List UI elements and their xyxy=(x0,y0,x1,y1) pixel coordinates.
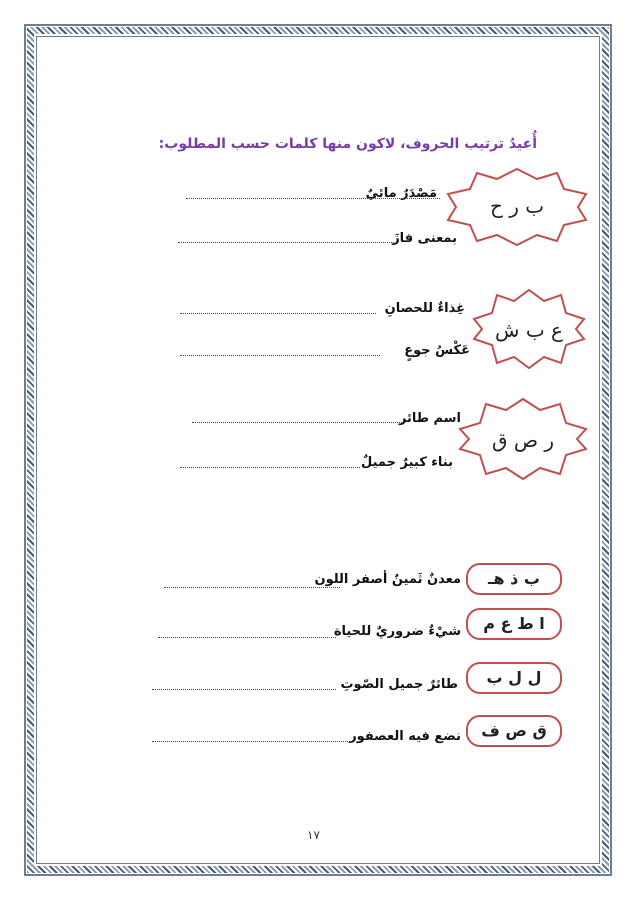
clue-3-2: بناء كبيرٌ جميلٌ xyxy=(360,455,453,470)
answer-line-6[interactable] xyxy=(152,689,336,690)
clue-2-1: غِذاءٌ للحصانِ xyxy=(384,301,465,316)
instruction-heading: أُعيدُ ترتيب الحروف، لاكون منها كلمات حسب المطلوب: xyxy=(158,136,537,152)
page-number: ١٧ xyxy=(307,828,320,842)
clue-1-1: مَصْدَرٌ مائيٌ xyxy=(365,186,437,201)
clue-6: طائرٌ جميل الصّوتِ xyxy=(340,677,458,692)
scrambled-letters-3: ر ص ق xyxy=(491,428,555,452)
answer-line-7[interactable] xyxy=(152,741,352,742)
answer-line-5[interactable] xyxy=(158,637,336,638)
clue-4: معدنٌ ثَمينٌ أصفر اللون xyxy=(314,572,461,587)
answer-line-1-2[interactable] xyxy=(178,242,394,243)
scrambled-letters-6: ل ل ب xyxy=(486,668,542,687)
answer-line-2-2[interactable] xyxy=(180,355,380,356)
scrambled-letters-1: ب ر ح xyxy=(489,194,545,218)
answer-line-3-1[interactable] xyxy=(192,422,402,423)
scrambled-letters-4: ب ذ هـ xyxy=(488,569,540,588)
answer-line-4[interactable] xyxy=(164,587,340,588)
answer-line-2-1[interactable] xyxy=(180,313,376,314)
answer-line-3-2[interactable] xyxy=(180,467,360,468)
answer-line-1-1[interactable] xyxy=(186,198,440,199)
scrambled-letters-2: ع ب ش xyxy=(495,318,563,342)
clue-2-2: عَكْسُ جوعٍ xyxy=(404,343,470,358)
scrambled-letters-5: ا ط ع م xyxy=(483,614,545,633)
clue-5: شيْءٌ ضروريٌ للحياة xyxy=(333,624,461,639)
clue-7: نضع فيه العصفور xyxy=(349,729,461,744)
scrambled-letters-7: ق ص ف xyxy=(481,721,547,740)
clue-1-2: بمعنى فازَ xyxy=(392,231,457,246)
clue-3-1: اسم طائر xyxy=(398,411,461,426)
